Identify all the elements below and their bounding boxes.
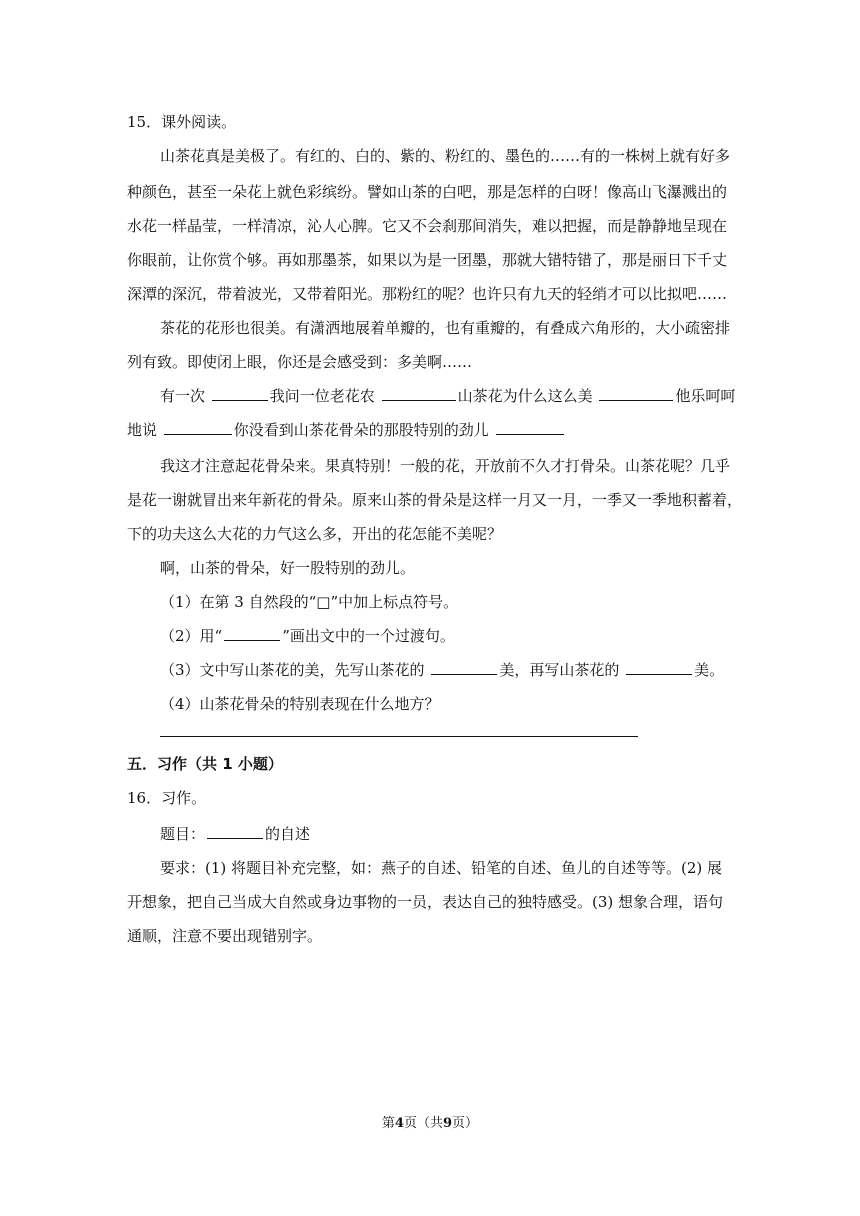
fill-blank[interactable] [212, 386, 268, 401]
passage-line-with-blanks: 地说 你没看到山茶花骨朵的那股特别的劲儿 [127, 420, 566, 440]
essay-requirement-line: 开想象，把自己当成大自然或身边事物的一员，表达自己的独特感受。(3) 想象合理，语句 [127, 893, 724, 911]
passage-line: 我这才注意起花骨朵来。果真特别！一般的花，开放前不久才打骨朵。山茶花呢？几乎 [160, 457, 731, 475]
page-total: 9 [443, 1116, 453, 1131]
question-16-title: 16．习作。 [127, 789, 207, 807]
fill-blank[interactable] [626, 660, 692, 675]
fill-blank[interactable] [164, 420, 232, 435]
passage-line: 是花一谢就冒出来年新花的骨朵。原来山茶的骨朵是这样一月又一月，一季又一季地积蓄着， [127, 491, 743, 509]
essay-requirement-line: 通顺，注意不要出现错别字。 [127, 927, 323, 945]
sub-question-4: （4）山茶花骨朵的特别表现在什么地方？ [160, 695, 440, 713]
essay-requirement-line: 要求：(1) 将题目补充完整，如：燕子的自述、铅笔的自述、鱼儿的自述等等。(2) 展 [160, 859, 723, 877]
passage-line: 列有致。即使闭上眼，你还是会感受到：多美啊…… [127, 353, 473, 371]
fill-blank[interactable] [207, 824, 263, 839]
fill-blank[interactable] [496, 420, 564, 435]
passage-line-with-blanks: 有一次 我问一位老花农 山茶花为什么这么美 他乐呵呵 [160, 387, 736, 405]
page-footer: 第4页（共9页） [381, 1116, 479, 1131]
sub-question-3: （3）文中写山茶花的美，先写山茶花的 美，再写山茶花的 美。 [160, 661, 725, 679]
page-number: 4 [394, 1116, 404, 1131]
passage-line: 水花一样晶莹，一样清凉，沁人心脾。它又不会刹那间消失，难以把握，而是静静地呈现在 [127, 217, 728, 235]
essay-topic: 题目： 的自述 [160, 825, 311, 843]
fill-blank[interactable] [224, 626, 280, 641]
passage-line: 山茶花真是美极了。有红的、白的、紫的、粉红的、墨色的……有的一株树上就有好多 [160, 147, 731, 165]
passage-line: 你眼前，让你赏个够。再如那墨茶，如果以为是一团墨，那就大错特错了，那是丽日下千丈 [127, 251, 728, 269]
fill-blank[interactable] [599, 386, 673, 401]
passage-line: 茶花的花形也很美。有潇洒地展着单瓣的，也有重瓣的，有叠成六角形的，大小疏密排 [160, 319, 731, 337]
fill-blank[interactable] [431, 660, 497, 675]
passage-line: 深潭的深沉，带着波光，又带着阳光。那粉红的呢？也许只有九天的轻绡才可以比拟吧…… [127, 285, 728, 303]
passage-line: 下的功夫这么大花的力气这么多，开出的花怎能不美呢？ [127, 525, 503, 543]
section-heading: 五．习作（共 1 小题） [127, 755, 283, 773]
answer-line[interactable] [160, 736, 638, 737]
fill-blank[interactable] [382, 386, 456, 401]
passage-line: 啊，山茶的骨朵，好一股特别的劲儿。 [160, 559, 416, 577]
sub-question-2: （2）用“ ”画出文中的一个过渡句。 [160, 627, 455, 645]
question-15-title: 15．课外阅读。 [127, 113, 237, 131]
passage-line: 种颜色，甚至一朵花上就色彩缤纷。譬如山茶的白吧，那是怎样的白呀！像高山飞瀑溅出的 [127, 183, 728, 201]
sub-question-1: （1）在第 3 自然段的“□”中加上标点符号。 [160, 593, 459, 611]
